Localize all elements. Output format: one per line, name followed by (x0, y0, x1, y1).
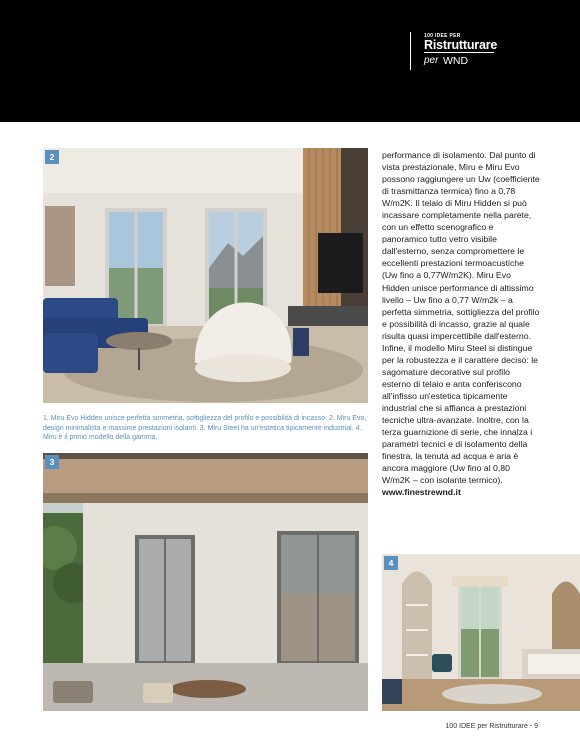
website-link[interactable]: www.finestrewnd.it (382, 487, 461, 498)
photo-number-badge: 4 (384, 556, 398, 570)
photo-caption: 1. Miru Evo Hidden unisce perfetta simmetria, sottigliezza del profilo e possibilità di incasso. 2. Miru Evo, design minimalista e massime prestazioni isolanti. 3. Miru Steel ha un'estetica tipicamente industrial. 4. Miru è il primo modello della gamma. (43, 415, 367, 442)
header-bar (0, 0, 580, 122)
photo-living-room (43, 148, 368, 403)
brand-small-text: 100 IDEE PER (424, 33, 461, 39)
brand-title: Ristrutturare (424, 38, 498, 52)
article-paragraph: performance di isolamento. Dal punto di vista prestazionale, Miru e Miru Evo possono raggiungere un Uw (coefficiente di trasmittanza termica) fino a 0,78 W/m2K. Il telaio di Miru Hidden si può incassare completamente nella parete, con un effetto scenografico e panoramico tutto vetro visibile dall'esterno, senza compromettere le eccellenti prestazioni termoacustiche (Uw fino a 0,77W/m2K). Miru Evo Hidden unisce performance di altissimo livello – Uw fino a 0,77 W/m2k – a perfetta simmetria, sottigliezza del profilo e possibilità di incasso, grazie al quale risulta quasi impercettibile dall'esterno. Infine, il modello Miru Steel si distingue per la robustezza e il carattere deciso: le sagomature decorative sul profilo esterno di telaio e anta conferiscono all'infisso un'estetica tipicamente industrial che si affianca a prestazioni tecniche ultra-avanzate. Inoltre, con la terza guarnizione di serie, che innalza i parametri tecnici e di isolamento della finestra, la tenuta ad acqua e aria è ancora maggiore (Uw fino al 0,80 W/m2K – con isolante termico). (382, 150, 540, 486)
article-body (382, 149, 540, 498)
brand-per: per (424, 55, 439, 66)
brand-divider (410, 32, 411, 70)
brand-underline (424, 52, 494, 53)
photo-number-badge: 3 (45, 455, 59, 469)
brand-sponsor: WND (443, 55, 469, 67)
photo-bedroom (382, 554, 580, 711)
photo-number-badge: 2 (45, 150, 59, 164)
page-footer: 100 IDEE per Ristrutturare - 9 (445, 723, 538, 730)
photo-house-exterior (43, 453, 368, 711)
